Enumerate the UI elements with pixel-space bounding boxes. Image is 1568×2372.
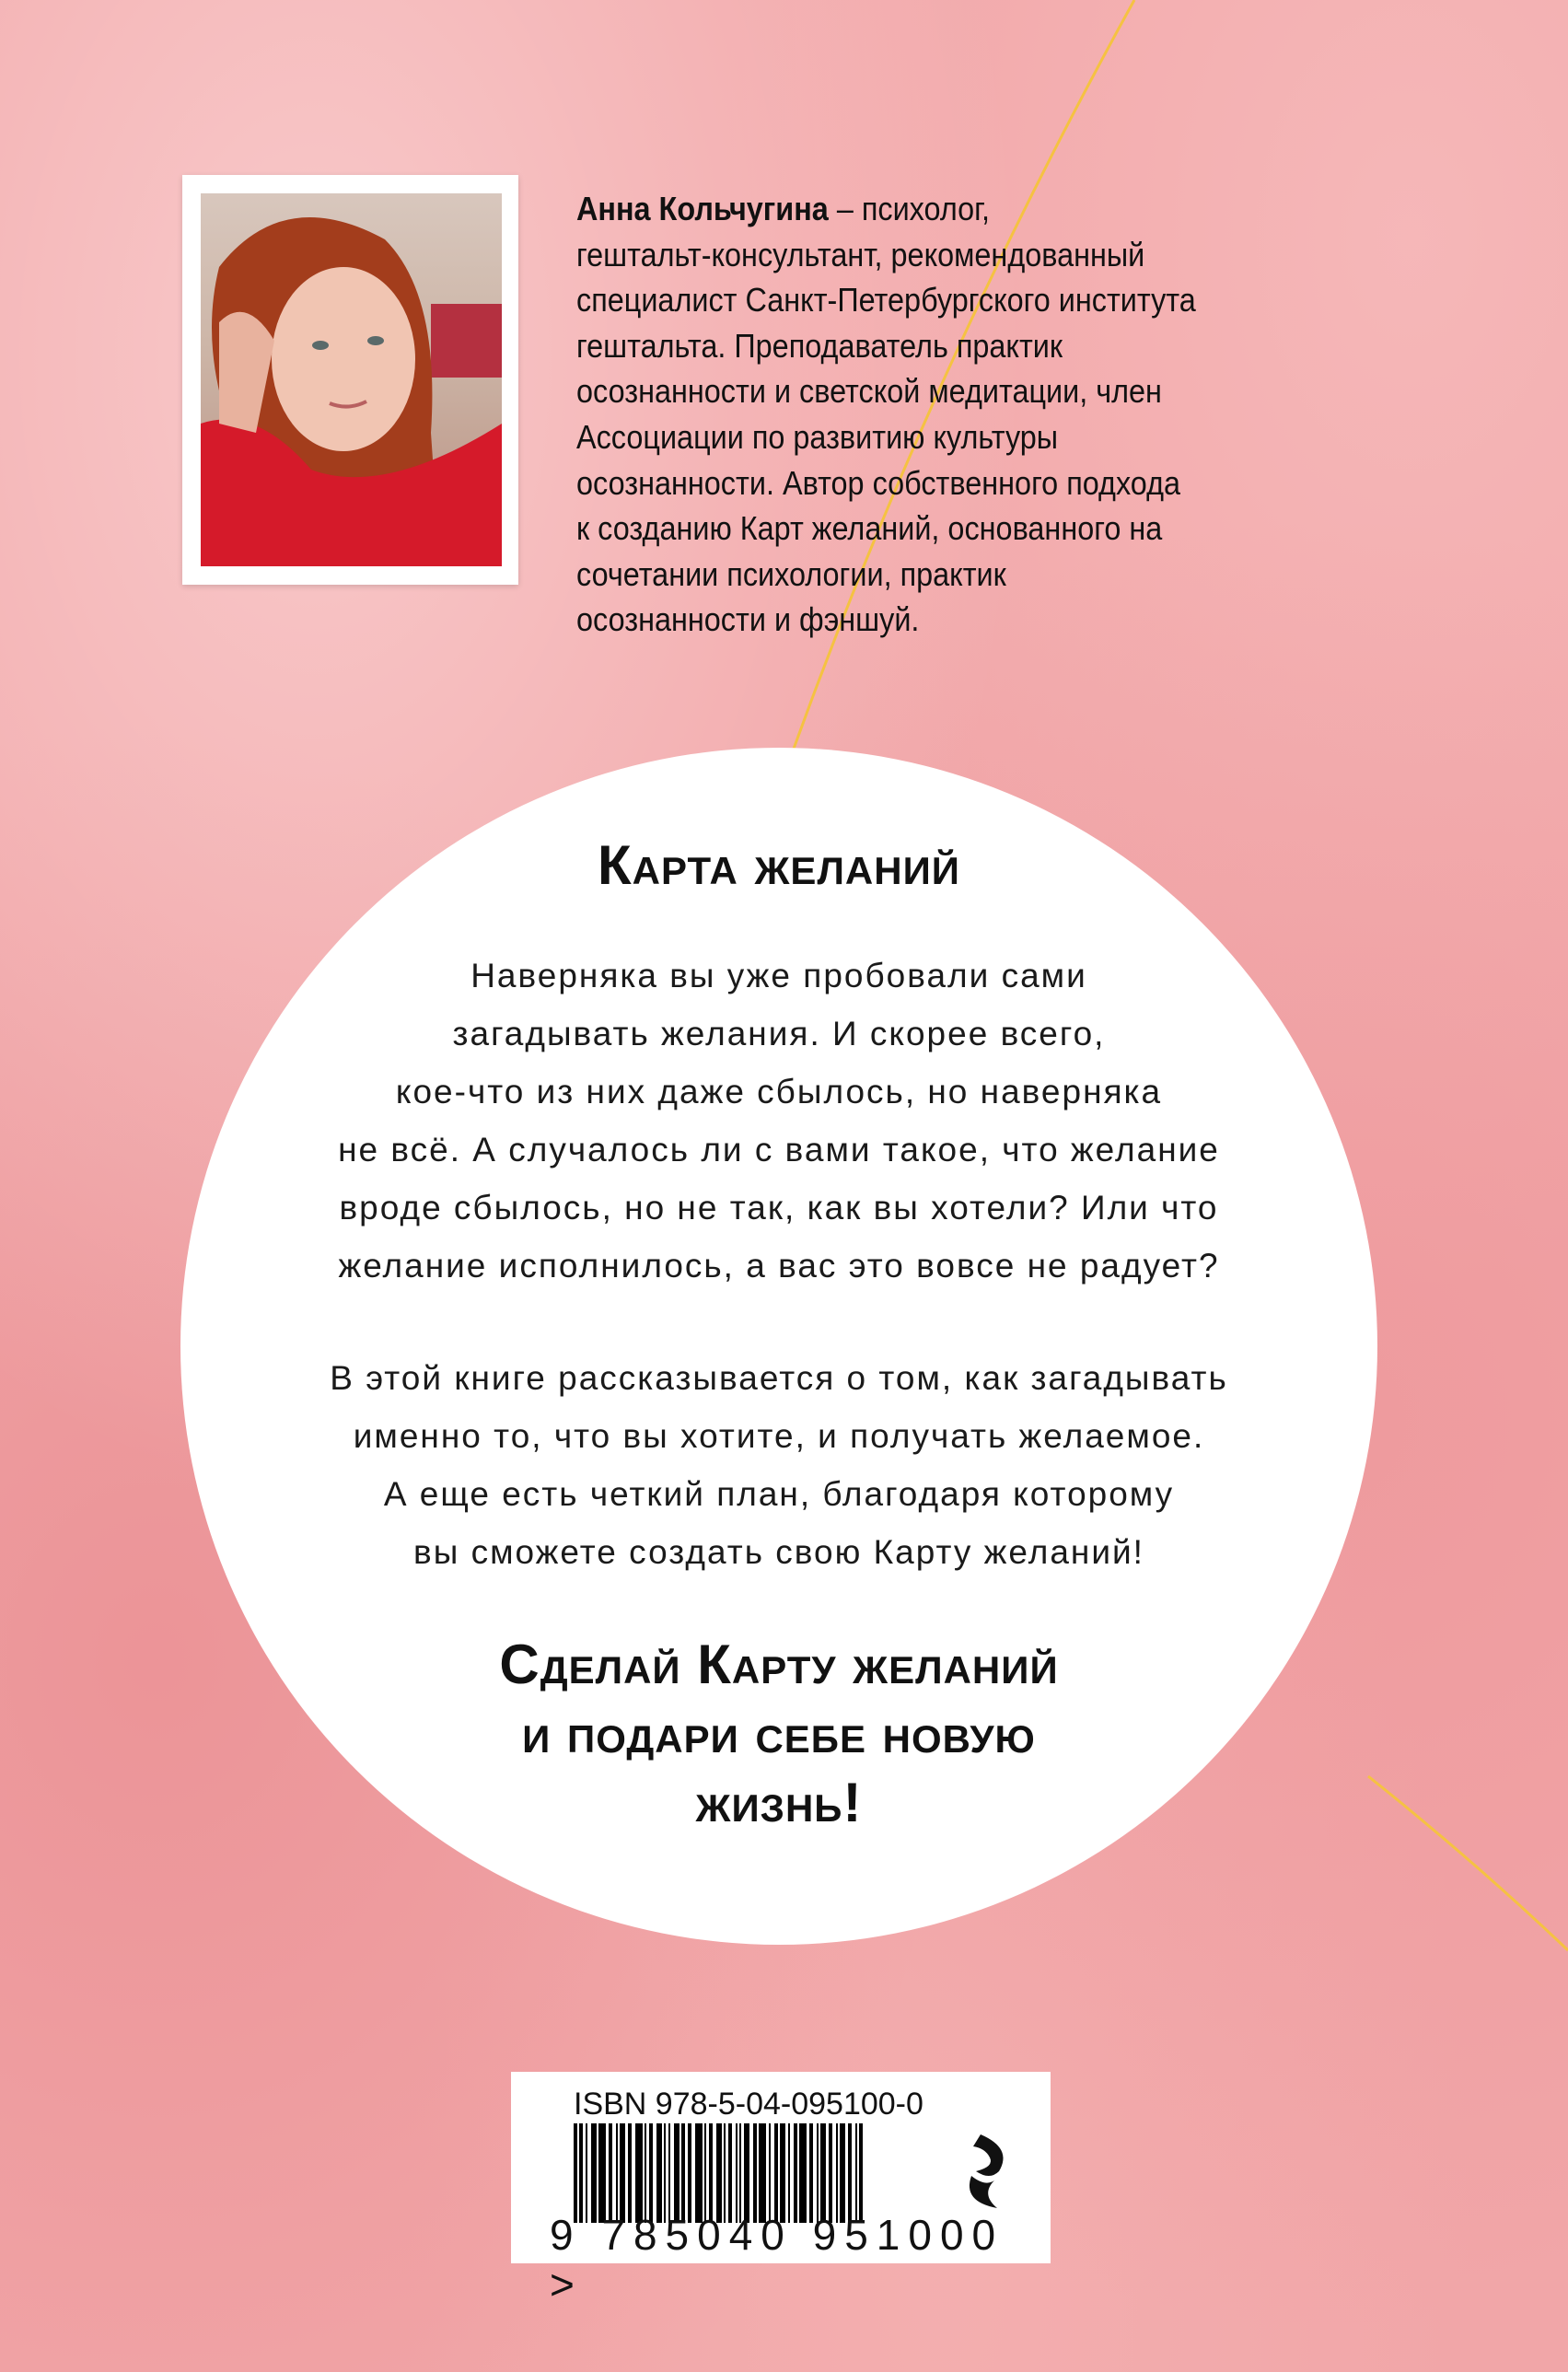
- slogan: [180, 1630, 1377, 1837]
- bio-line: осознанности и фэншуй.: [576, 600, 920, 639]
- bio-line: специалист Санкт-Петербургского института: [576, 281, 1196, 320]
- barcode-bar: [759, 2123, 766, 2223]
- text-line: Наверняка вы уже пробовали сами: [470, 957, 1087, 994]
- barcode-bar: [649, 2123, 653, 2223]
- description-paragraph-2: [180, 1349, 1377, 1581]
- text-line: не всё. А случалось ли с вами такое, что желание: [338, 1131, 1220, 1169]
- author-name: Анна Кольчугина: [576, 190, 829, 227]
- barcode-bar: [586, 2123, 587, 2223]
- barcode-bar: [591, 2123, 597, 2223]
- barcode-bar: [724, 2123, 726, 2223]
- barcode-bar: [716, 2123, 722, 2223]
- barcode-bar: [695, 2123, 703, 2223]
- barcode-bar: [788, 2123, 790, 2223]
- barcode-bar: [769, 2123, 771, 2223]
- barcode-bar: [809, 2123, 813, 2223]
- author-photo: [201, 193, 502, 566]
- text-line: А еще есть четкий план, благодаря которому: [383, 1475, 1175, 1513]
- barcode-bar: [744, 2123, 749, 2223]
- barcode-bar: [728, 2123, 732, 2223]
- bio-line: сочетании психологии, практик: [576, 554, 1006, 593]
- text-line: именно то, что вы хотите, и получать желаемое.: [353, 1417, 1205, 1455]
- author-bio: [576, 186, 1196, 643]
- barcode-bar: [855, 2123, 857, 2223]
- barcode-bar: [848, 2123, 852, 2223]
- text-line: загадывать желания. И скорее всего,: [452, 1015, 1106, 1052]
- barcode-bar: [817, 2123, 819, 2223]
- barcode-bar: [774, 2123, 778, 2223]
- barcode-bar: [574, 2123, 577, 2223]
- barcode-bar: [681, 2123, 685, 2223]
- barcode-bar: [635, 2123, 643, 2223]
- bio-line: к созданию Карт желаний, основанного на: [576, 509, 1163, 548]
- barcode-bar: [739, 2123, 741, 2223]
- bio-line: осознанности. Автор собственного подхода: [576, 463, 1181, 502]
- barcode-bar: [794, 2123, 797, 2223]
- barcode-bar: [840, 2123, 845, 2223]
- slogan-line: и подари себе новую: [522, 1703, 1036, 1764]
- barcode-bar: [609, 2123, 612, 2223]
- publisher-logo-icon: [962, 2130, 1017, 2213]
- author-photo-frame: [182, 175, 518, 585]
- isbn-text: ISBN 978-5-04-095100-0: [574, 2087, 923, 2122]
- barcode-bar: [656, 2123, 662, 2223]
- barcode-bar: [664, 2123, 666, 2223]
- book-title: Карта желаний: [598, 834, 960, 896]
- bio-line: гештальта. Преподаватель практик: [576, 326, 1063, 365]
- barcode-bar: [579, 2123, 583, 2223]
- barcode-bar: [616, 2123, 618, 2223]
- bio-line: гештальт-консультант, рекомендованный: [576, 235, 1145, 273]
- slogan-line: Сделай Карту желаний: [499, 1634, 1059, 1695]
- text-line: вы сможете создать свою Карту желаний!: [413, 1533, 1144, 1571]
- barcode-bar: [709, 2123, 713, 2223]
- barcode-bar: [704, 2123, 706, 2223]
- barcode-bar: [628, 2123, 632, 2223]
- barcode-bar: [668, 2123, 670, 2223]
- text-line: В этой книге рассказывается о том, как загадывать: [330, 1359, 1228, 1397]
- slogan-line: жизнь!: [695, 1772, 863, 1833]
- barcode-bar: [780, 2123, 785, 2223]
- barcode-bar: [620, 2123, 625, 2223]
- text-line: кое-что из них даже сбылось, но наверняка: [395, 1073, 1163, 1110]
- barcode-bar: [820, 2123, 826, 2223]
- barcode-bar: [645, 2123, 646, 2223]
- barcode-bar: [674, 2123, 679, 2223]
- bio-line: – психолог,: [828, 190, 990, 227]
- barcode-bar: [598, 2123, 606, 2223]
- barcode-bar: [799, 2123, 807, 2223]
- barcode-bar: [736, 2123, 738, 2223]
- barcode-bar: [836, 2123, 838, 2223]
- text-line: желание исполнилось, а вас это вовсе не радует?: [338, 1247, 1220, 1285]
- description-paragraph-1: [180, 947, 1377, 1295]
- barcode-bar: [753, 2123, 757, 2223]
- barcode-bar: [829, 2123, 832, 2223]
- barcode-bar: [859, 2123, 863, 2223]
- bio-line: Ассоциации по развитию культуры: [576, 417, 1059, 456]
- text-line: вроде сбылось, но не так, как вы хотели? Или что: [339, 1189, 1219, 1227]
- barcode-digits: 9 785040 951000 >: [550, 2211, 1005, 2308]
- barcode-bar: [688, 2123, 691, 2223]
- bio-line: осознанности и светской медитации, член: [576, 372, 1162, 411]
- barcode-bars: [574, 2123, 868, 2223]
